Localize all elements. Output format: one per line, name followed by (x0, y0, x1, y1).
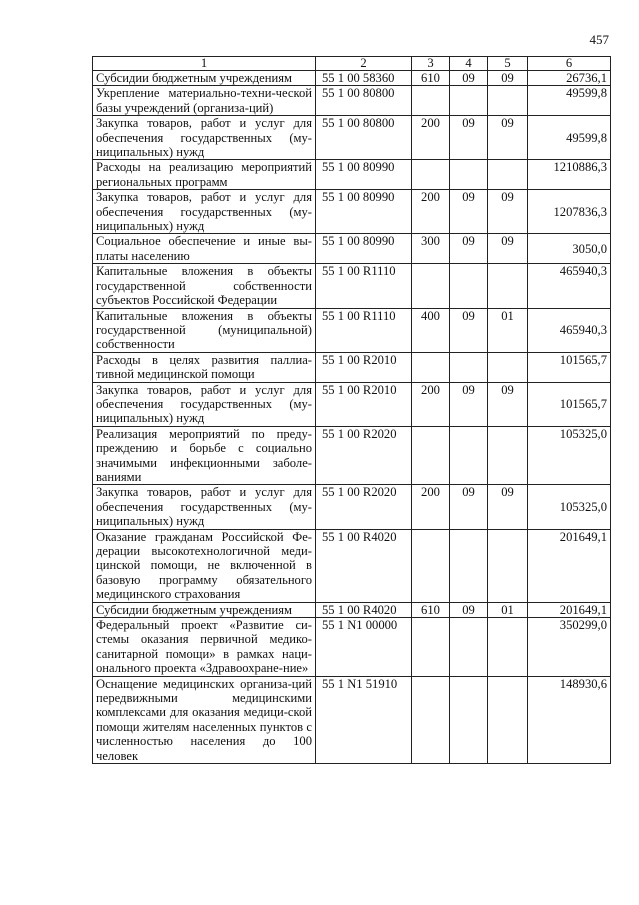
row-expense-type (412, 676, 450, 763)
row-subsection (488, 426, 528, 485)
row-code: 55 1 00 80800 (316, 86, 412, 116)
row-code: 55 1 00 R2010 (316, 352, 412, 382)
row-amount: 201649,1 (528, 602, 611, 617)
table-row (93, 618, 611, 677)
row-code: 55 1 00 R1110 (316, 264, 412, 308)
row-expense-type: 610 (412, 71, 450, 86)
row-subsection (488, 618, 528, 677)
column-header: 2 (316, 57, 412, 71)
row-expense-type (412, 529, 450, 602)
row-subsection: 09 (488, 382, 528, 426)
column-header: 4 (450, 57, 488, 71)
row-section: 09 (450, 308, 488, 352)
row-subsection (488, 264, 528, 308)
row-description: Субсидии бюджетным учреждениям (93, 602, 316, 617)
row-description: Оснащение медицинских организа-ций передвижными медицинскими комплексами для оказания медици-ской помощи жителям населенных пунктов с численностью населения до 100 человек (93, 676, 316, 763)
row-code: 55 1 00 R2020 (316, 426, 412, 485)
row-code: 55 1 00 R2010 (316, 382, 412, 426)
row-expense-type: 300 (412, 234, 450, 264)
page-number: 457 (589, 32, 609, 47)
row-expense-type: 200 (412, 382, 450, 426)
row-amount: 201649,1 (528, 529, 611, 602)
table-row (93, 352, 611, 382)
row-amount: 148930,6 (528, 676, 611, 763)
table-row (93, 602, 611, 617)
row-code: 55 1 00 R2020 (316, 485, 412, 529)
row-description: Закупка товаров, работ и услуг для обеспечения государственных (му-ниципальных) нужд (93, 116, 316, 160)
table-row (93, 485, 611, 529)
row-amount: 465940,3 (528, 308, 611, 352)
row-subsection (488, 676, 528, 763)
budget-table (92, 56, 611, 764)
row-section (450, 160, 488, 190)
table-row (93, 676, 611, 763)
row-expense-type (412, 160, 450, 190)
row-amount: 105325,0 (528, 426, 611, 485)
table-row (93, 308, 611, 352)
row-subsection (488, 529, 528, 602)
row-subsection (488, 352, 528, 382)
row-description: Закупка товаров, работ и услуг для обеспечения государственных (му-ниципальных) нужд (93, 190, 316, 234)
table-row (93, 116, 611, 160)
row-amount: 49599,8 (528, 86, 611, 116)
row-description: Субсидии бюджетным учреждениям (93, 71, 316, 86)
row-section (450, 529, 488, 602)
row-amount: 101565,7 (528, 352, 611, 382)
row-description: Закупка товаров, работ и услуг для обеспечения государственных (му-ниципальных) нужд (93, 485, 316, 529)
table-row (93, 529, 611, 602)
row-section (450, 618, 488, 677)
row-amount: 101565,7 (528, 382, 611, 426)
row-expense-type: 200 (412, 485, 450, 529)
row-amount: 26736,1 (528, 71, 611, 86)
row-section (450, 426, 488, 485)
row-code: 55 1 00 58360 (316, 71, 412, 86)
row-section: 09 (450, 190, 488, 234)
row-subsection: 09 (488, 485, 528, 529)
row-amount: 465940,3 (528, 264, 611, 308)
table-row (93, 382, 611, 426)
row-expense-type: 200 (412, 116, 450, 160)
row-description: Капитальные вложения в объекты государственной (муниципальной) собственности (93, 308, 316, 352)
row-amount: 1210886,3 (528, 160, 611, 190)
row-amount: 3050,0 (528, 234, 611, 264)
row-expense-type (412, 264, 450, 308)
table-row (93, 86, 611, 116)
row-description: Капитальные вложения в объекты государственной собственности субъектов Российской Федерации (93, 264, 316, 308)
row-expense-type (412, 618, 450, 677)
row-subsection: 01 (488, 602, 528, 617)
row-subsection: 09 (488, 234, 528, 264)
table-row (93, 234, 611, 264)
row-code: 55 1 00 80990 (316, 234, 412, 264)
row-expense-type: 200 (412, 190, 450, 234)
table-header-row (93, 57, 611, 71)
row-subsection (488, 160, 528, 190)
row-section (450, 676, 488, 763)
row-code: 55 1 00 80800 (316, 116, 412, 160)
table-row (93, 264, 611, 308)
row-description: Укрепление материально-техни-ческой базы учреждений (организа-ций) (93, 86, 316, 116)
table-row (93, 71, 611, 86)
row-code: 55 1 N1 51910 (316, 676, 412, 763)
row-subsection (488, 86, 528, 116)
row-expense-type (412, 352, 450, 382)
row-expense-type (412, 86, 450, 116)
row-subsection: 09 (488, 116, 528, 160)
row-code: 55 1 00 80990 (316, 190, 412, 234)
row-section: 09 (450, 485, 488, 529)
row-section: 09 (450, 382, 488, 426)
row-amount: 1207836,3 (528, 190, 611, 234)
row-expense-type: 610 (412, 602, 450, 617)
row-section: 09 (450, 71, 488, 86)
row-description: Расходы на реализацию мероприятий региональных программ (93, 160, 316, 190)
row-section: 09 (450, 602, 488, 617)
row-code: 55 1 00 R4020 (316, 529, 412, 602)
row-description: Закупка товаров, работ и услуг для обеспечения государственных (му-ниципальных) нужд (93, 382, 316, 426)
table-row (93, 190, 611, 234)
row-description: Оказание гражданам Российской Фе-дерации высокотехнологичной меди-цинской помощи, не включенной в базовую программу обязательного медицинского страхования (93, 529, 316, 602)
row-expense-type (412, 426, 450, 485)
row-code: 55 1 N1 00000 (316, 618, 412, 677)
row-section (450, 264, 488, 308)
column-header: 6 (528, 57, 611, 71)
column-header: 3 (412, 57, 450, 71)
row-code: 55 1 00 80990 (316, 160, 412, 190)
row-section (450, 352, 488, 382)
row-subsection: 09 (488, 190, 528, 234)
row-code: 55 1 00 R1110 (316, 308, 412, 352)
table-row (93, 426, 611, 485)
row-code: 55 1 00 R4020 (316, 602, 412, 617)
column-header: 1 (93, 57, 316, 71)
column-header: 5 (488, 57, 528, 71)
row-description: Федеральный проект «Развитие си-стемы оказания первичной медико-санитарной помощи» в рамках наци-онального проекта «Здравоохране-ние» (93, 618, 316, 677)
row-subsection: 09 (488, 71, 528, 86)
table-row (93, 160, 611, 190)
row-section (450, 86, 488, 116)
row-description: Расходы в целях развития паллиа-тивной медицинской помощи (93, 352, 316, 382)
row-description: Реализация мероприятий по преду-преждению и борьбе с социально значимыми инфекционными заболе-ваниями (93, 426, 316, 485)
row-amount: 350299,0 (528, 618, 611, 677)
row-subsection: 01 (488, 308, 528, 352)
row-amount: 49599,8 (528, 116, 611, 160)
row-section: 09 (450, 234, 488, 264)
row-expense-type: 400 (412, 308, 450, 352)
row-amount: 105325,0 (528, 485, 611, 529)
row-description: Социальное обеспечение и иные вы-платы населению (93, 234, 316, 264)
row-section: 09 (450, 116, 488, 160)
